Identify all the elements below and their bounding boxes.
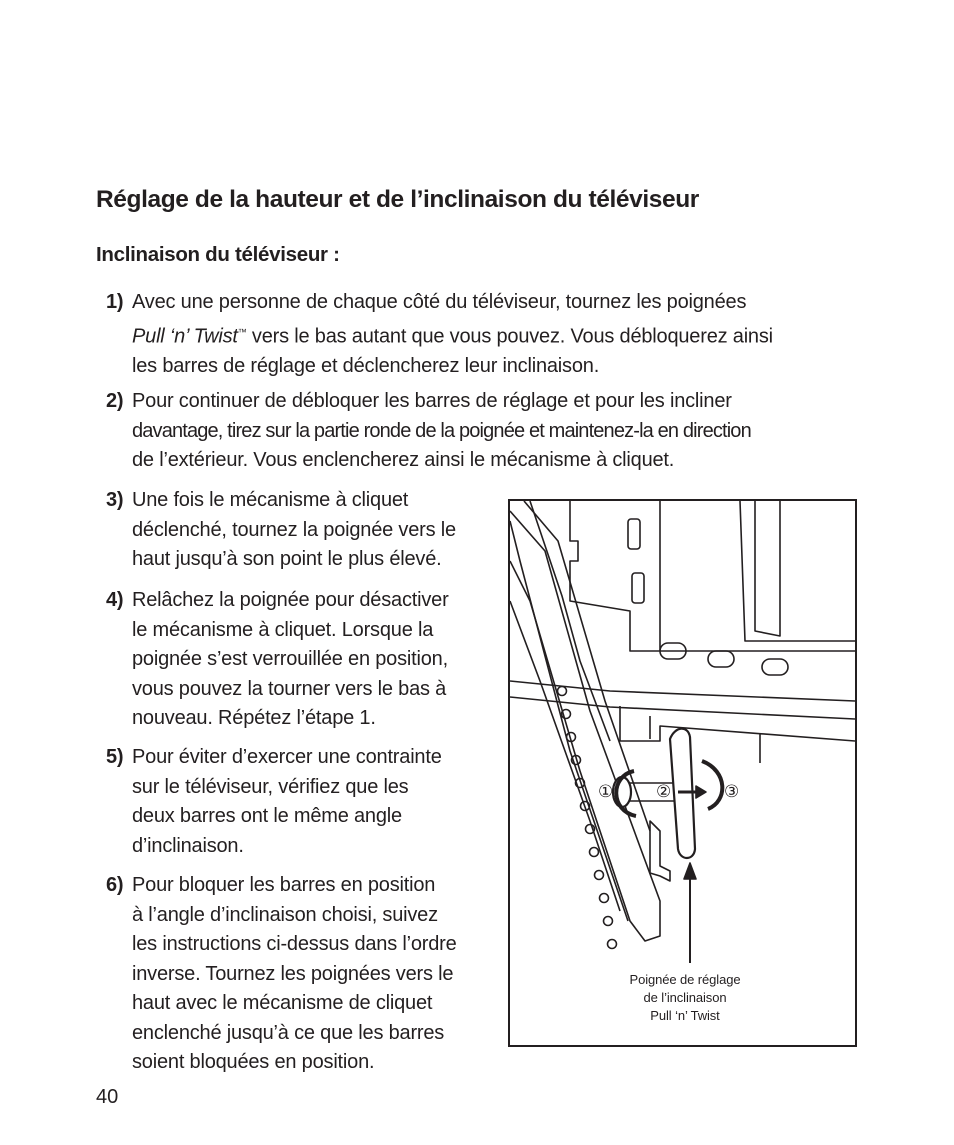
- step-line: Pour bloquer les barres en position: [132, 874, 436, 896]
- step-text: [132, 743, 442, 861]
- step-2: [100, 387, 751, 476]
- step-line: enclenché jusqu’à ce que les barres: [132, 1021, 445, 1044]
- tilt-bar-edge: [510, 501, 650, 921]
- tv-back-plate: [570, 501, 855, 651]
- subsection-title: Inclinaison du téléviseur :: [96, 243, 340, 266]
- figure-caption: [610, 971, 760, 1025]
- wall-slot: [708, 651, 734, 667]
- trademark-symbol: ™: [237, 326, 247, 337]
- step-text: [132, 486, 456, 575]
- step-line: inverse. Tournez les poignées vers le: [132, 962, 454, 985]
- step-6: [100, 871, 457, 1078]
- step-text: [132, 871, 457, 1078]
- step-line: Pour continuer de débloquer les barres de réglage et pour les incliner: [132, 390, 732, 412]
- tv-panel-inner: [660, 501, 780, 651]
- step-line: les barres de réglage et déclencherez leur inclinaison.: [132, 354, 600, 377]
- step-line-rest: vers le bas autant que vous pouvez. Vous débloquerez ainsi: [251, 325, 773, 348]
- step-text: [132, 586, 449, 734]
- caption-line: Poignée de réglage: [629, 972, 741, 987]
- step-number: 5): [106, 746, 124, 768]
- step-text: [132, 288, 773, 381]
- step-number: 1): [106, 291, 124, 313]
- step-line: Pour éviter d’exercer une contrainte: [132, 746, 442, 768]
- step-line: nouveau. Répétez l’étape 1.: [132, 707, 376, 729]
- step-number: 3): [106, 489, 124, 511]
- tilt-bar: [510, 511, 660, 941]
- step-number: 2): [106, 390, 124, 412]
- step-line: Une fois le mécanisme à cliquet: [132, 489, 409, 511]
- panel-slot: [632, 573, 644, 603]
- panel-slot: [628, 519, 640, 549]
- step-line: haut avec le mécanisme de cliquet: [132, 992, 433, 1014]
- step-text: [132, 387, 751, 476]
- step-line: poignée s’est verrouillée en position,: [132, 648, 448, 670]
- tv-panel-outline: [740, 501, 855, 641]
- callout-1: ①: [598, 782, 614, 802]
- product-name: Pull ‘n’ Twist: [132, 325, 238, 348]
- step-line: à l’angle d’inclinaison choisi, suivez: [132, 903, 438, 926]
- step-line: Relâchez la poignée pour désactiver: [132, 589, 449, 611]
- step-line: vous pouvez la tourner vers le bas à: [132, 677, 447, 700]
- page-number: 40: [96, 1086, 119, 1108]
- step-5: [100, 743, 442, 861]
- step-number: 6): [106, 874, 124, 896]
- tilt-handle-illustration: [508, 499, 857, 1047]
- step-line: les instructions ci-dessus dans l’ordre: [132, 933, 457, 955]
- step-line: [132, 318, 773, 352]
- step-line: d’inclinaison.: [132, 834, 244, 857]
- step-line: sur le téléviseur, vérifiez que les: [132, 775, 409, 798]
- step-line: haut jusqu’à son point le plus élevé.: [132, 548, 442, 570]
- rotate-arrow-right: [702, 761, 722, 809]
- section-title: Réglage de la hauteur et de l’inclinaison du téléviseur: [96, 186, 699, 213]
- step-line: soient bloquées en position.: [132, 1051, 375, 1073]
- step-line: deux barres ont le même angle: [132, 805, 402, 827]
- step-line: davantage, tirez sur la partie ronde de la poignée et maintenez-la en direction: [132, 419, 751, 442]
- callout-3: ③: [724, 782, 740, 802]
- caption-line: de l’inclinaison: [643, 990, 727, 1005]
- step-line: Avec une personne de chaque côté du téléviseur, tournez les poignées: [132, 291, 747, 313]
- callout-2: ②: [656, 782, 672, 802]
- step-line: de l’extérieur. Vous enclencherez ainsi le mécanisme à cliquet.: [132, 449, 675, 471]
- step-3: [100, 486, 456, 575]
- step-line: le mécanisme à cliquet. Lorsque la: [132, 618, 434, 641]
- wall-slot: [762, 659, 788, 675]
- latch-bracket: [650, 821, 670, 881]
- mount-drawing: [510, 501, 855, 1045]
- step-1: [100, 288, 773, 381]
- caption-line: Pull ‘n’ Twist: [650, 1008, 720, 1023]
- step-line: déclenché, tournez la poignée vers le: [132, 518, 456, 541]
- step-number: 4): [106, 589, 124, 611]
- step-4: [100, 586, 449, 734]
